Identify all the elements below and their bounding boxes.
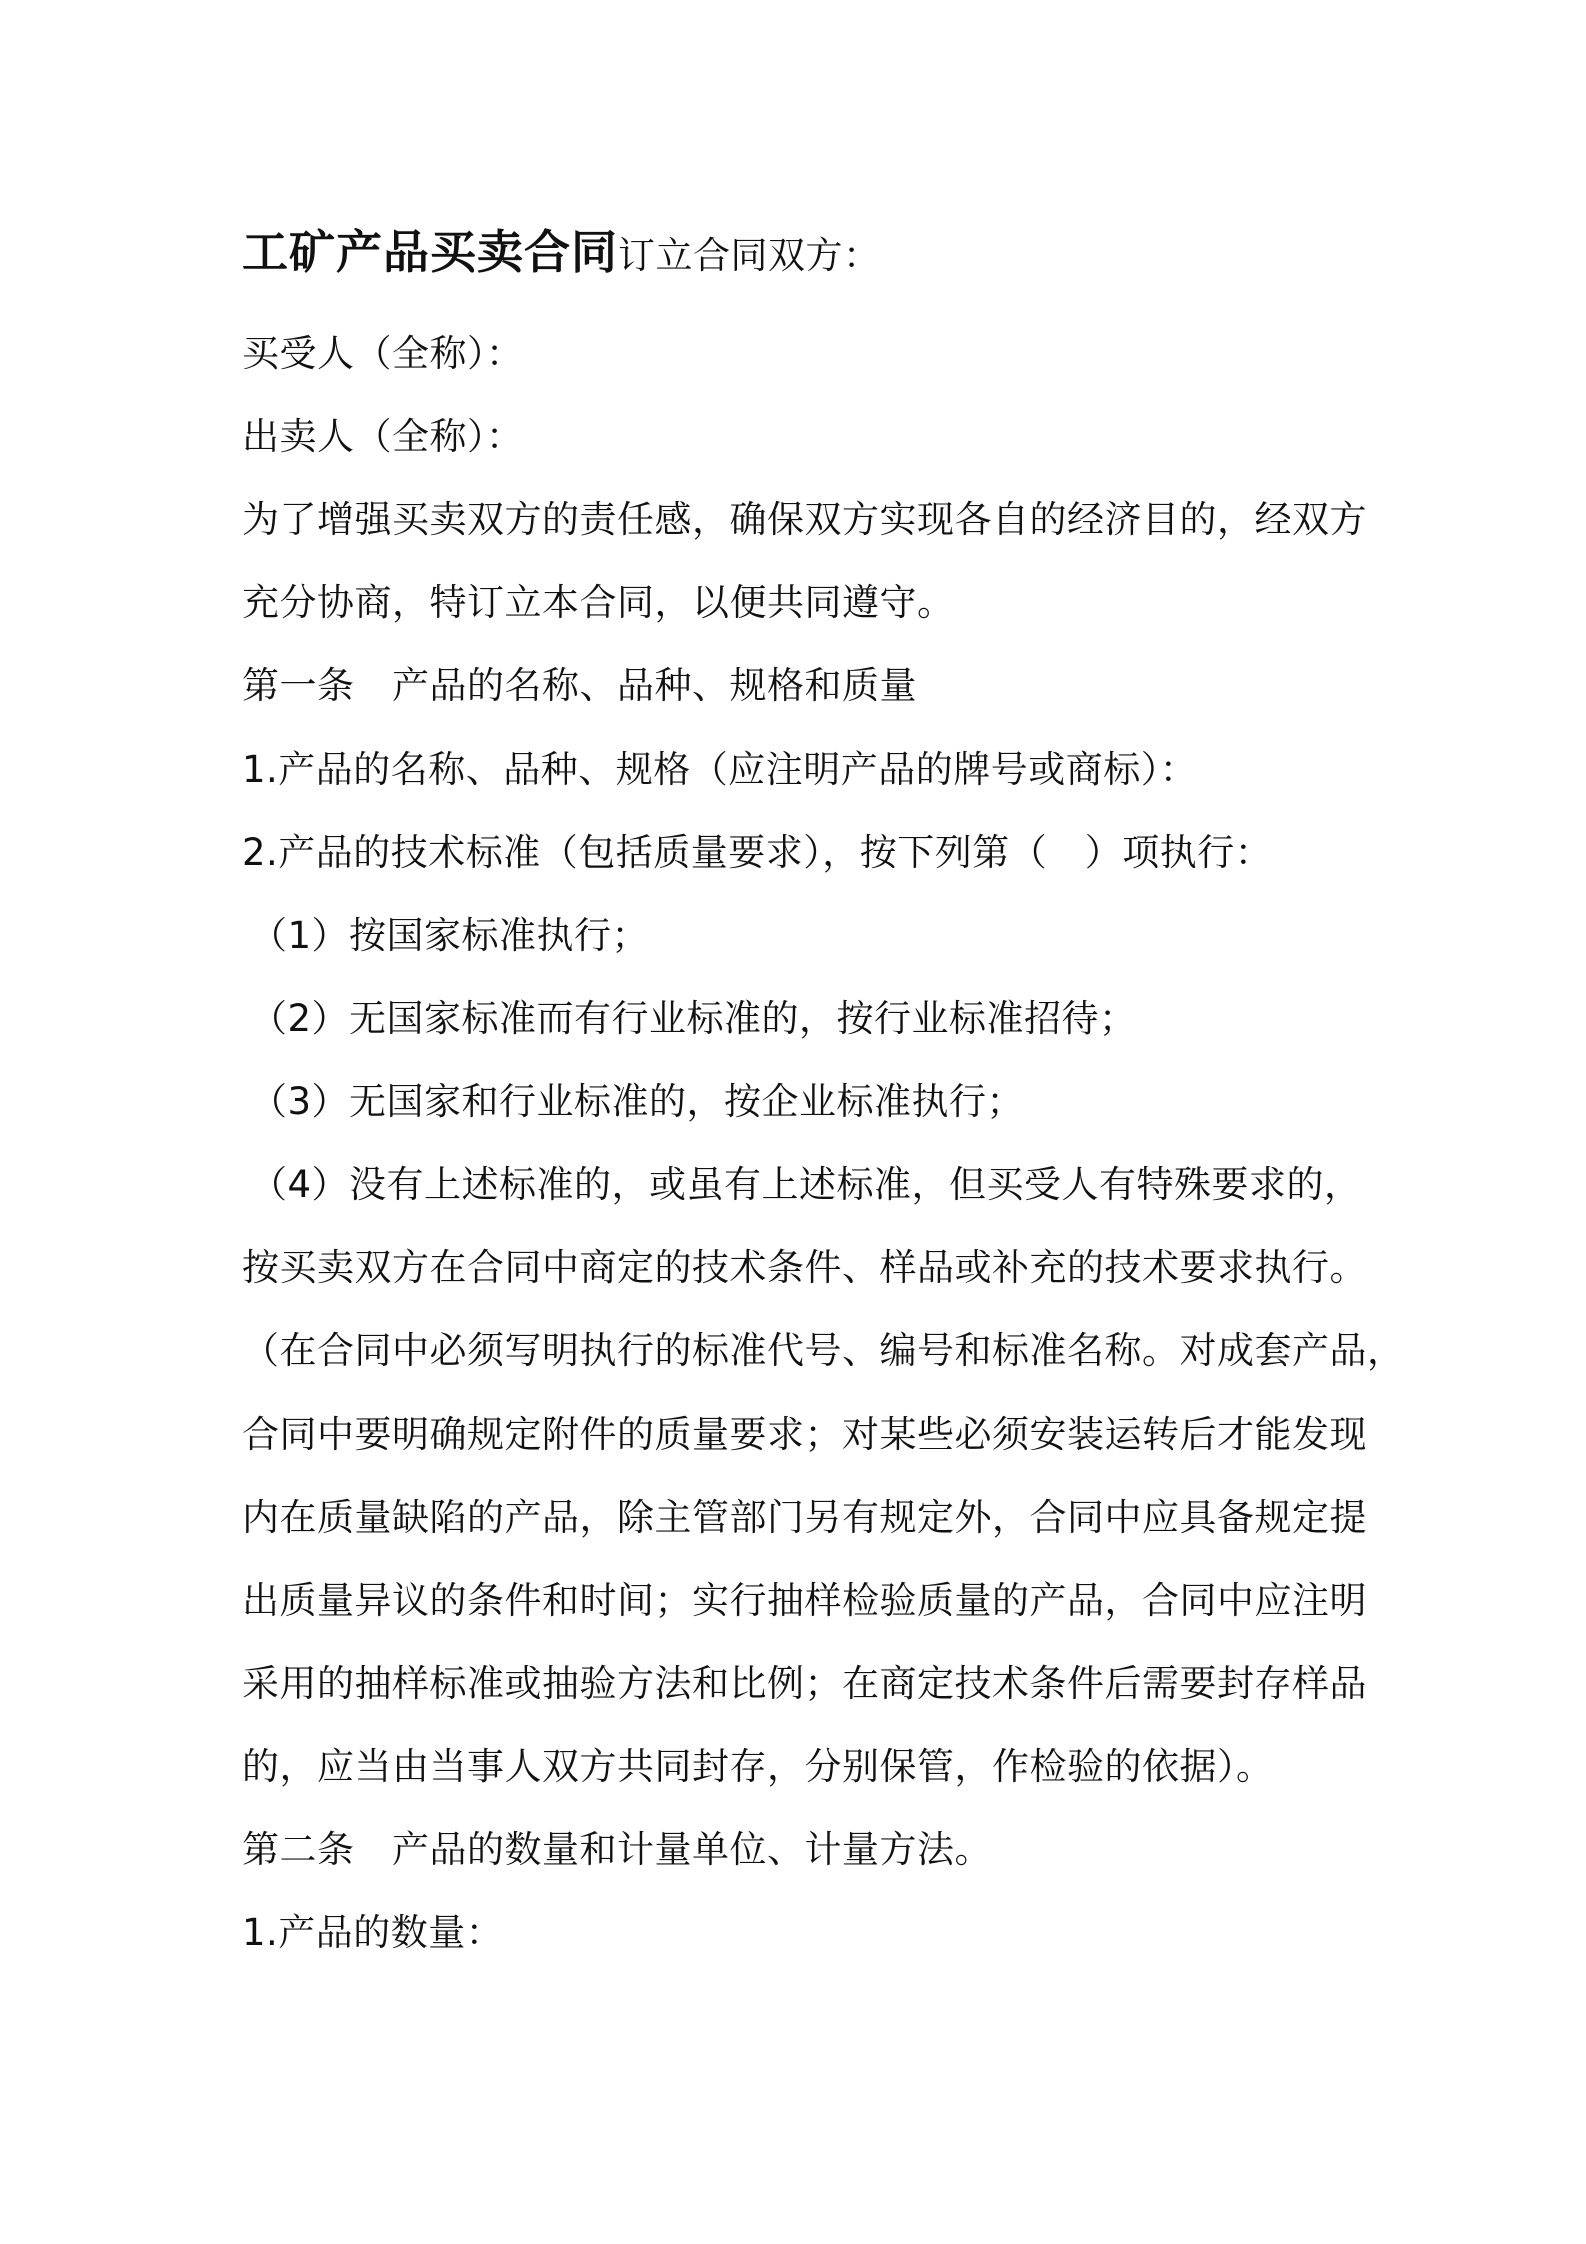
note-line-6: 的，应当由当事人双方共同封存，分别保管，作检验的依据）。 — [242, 1745, 1274, 1788]
note-line-3: 内在质量缺陷的产品，除主管部门另有规定外，合同中应具备规定提 — [242, 1496, 1367, 1539]
article-1-heading: 第一条 产品的名称、品种、规格和质量 — [242, 664, 917, 707]
article-2-item-1: 1.产品的数量： — [242, 1911, 504, 1954]
article-1-item-2: 2.产品的技术标准（包括质量要求），按下列第（ ）项执行： — [242, 831, 1273, 874]
standard-option-4-cont: 按买卖双方在合同中商定的技术条件、样品或补充的技术要求执行。 — [242, 1246, 1367, 1289]
article-2-heading: 第二条 产品的数量和计量单位、计量方法。 — [242, 1828, 992, 1871]
standard-option-1: （1）按国家标准执行； — [250, 914, 650, 957]
standard-option-4: （4）没有上述标准的，或虽有上述标准，但买受人有特殊要求的， — [250, 1163, 1362, 1206]
document-title-line — [242, 220, 881, 295]
document-title: 工矿产品买卖合同 — [242, 225, 618, 279]
article-1-item-1: 1.产品的名称、品种、规格（应注明产品的牌号或商标）： — [242, 748, 1198, 791]
document-title-suffix: 订立合同双方： — [618, 234, 881, 277]
note-line-2: 合同中要明确规定附件的质量要求；对某些必须安装运转后才能发现 — [242, 1413, 1367, 1456]
buyer-name-line: 买受人（全称）： — [242, 332, 524, 375]
standard-option-3: （3）无国家和行业标准的，按企业标准执行； — [250, 1080, 1025, 1123]
seller-name-line: 出卖人（全称）： — [242, 415, 524, 458]
preamble-line-1: 为了增强买卖双方的责任感，确保双方实现各自的经济目的，经双方 — [242, 498, 1367, 541]
preamble-line-2: 充分协商，特订立本合同，以便共同遵守。 — [242, 581, 955, 624]
standard-option-2: （2）无国家标准而有行业标准的，按行业标准招待； — [250, 997, 1137, 1040]
note-line-5: 采用的抽样标准或抽验方法和比例；在商定技术条件后需要封存样品 — [242, 1662, 1367, 1705]
note-line-4: 出质量异议的条件和时间；实行抽样检验质量的产品，合同中应注明 — [242, 1579, 1367, 1622]
note-line-1: （在合同中必须写明执行的标准代号、编号和标准名称。对成套产品， — [242, 1329, 1405, 1372]
